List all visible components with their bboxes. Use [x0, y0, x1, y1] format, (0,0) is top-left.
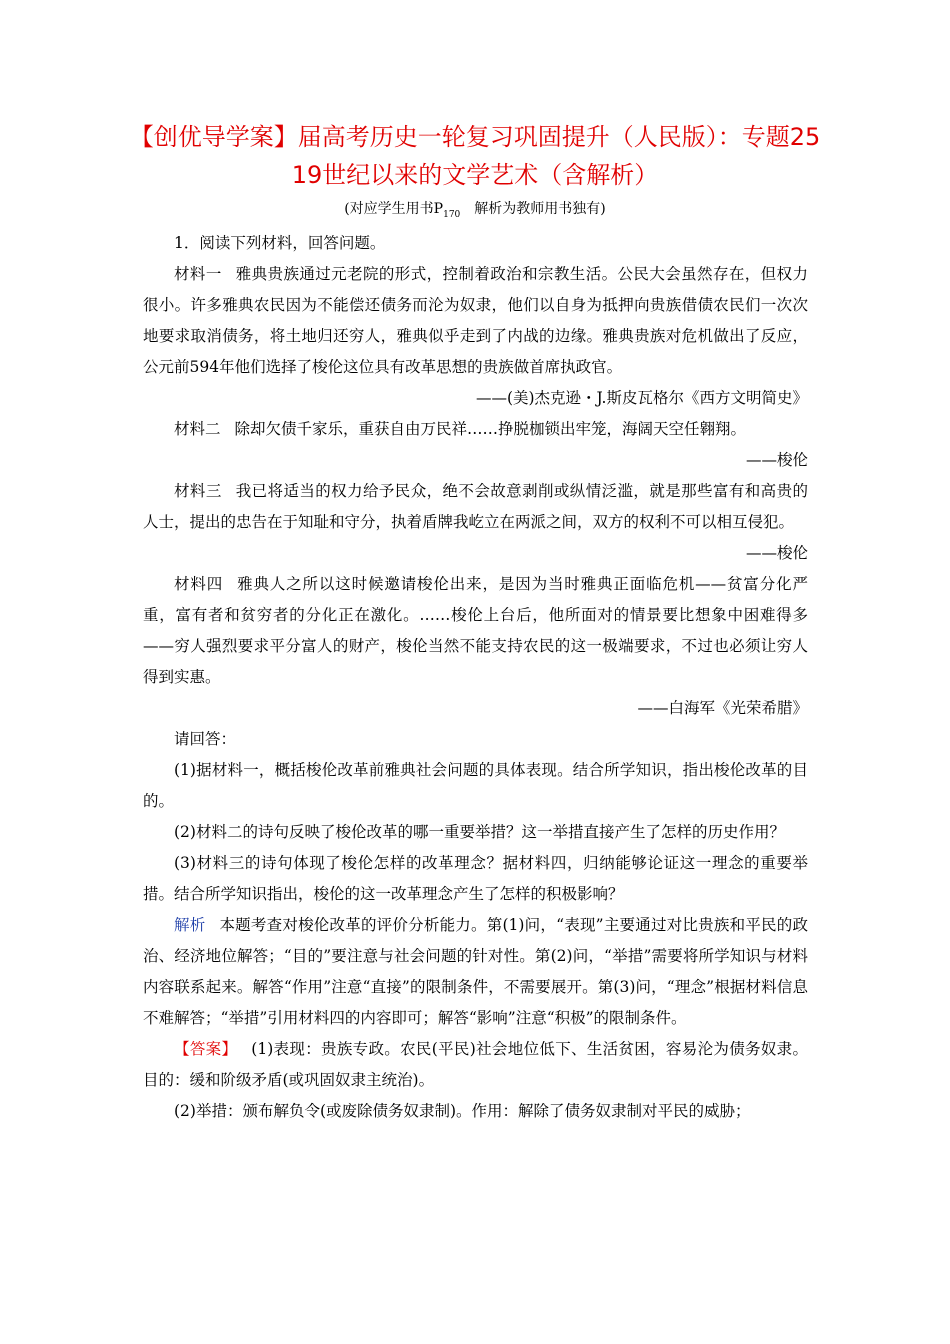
analysis-label: 解析 — [174, 916, 206, 934]
analysis-paragraph — [143, 910, 808, 1034]
material-4-label: 材料四 — [174, 575, 224, 593]
subtitle-note — [0, 198, 950, 220]
question-intro: 1．阅读下列材料，回答问题。 — [174, 234, 386, 252]
material-1-source: ——(美)杰克逊・J.斯皮瓦格尔《西方文明简史》 — [475, 389, 808, 407]
material-4-text: 雅典人之所以这时候邀请梭伦出来，是因为当时雅典正面临危机——贫富分化严重，富有者和贫穷者的分化正在激化。……梭伦上台后，他所面对的情景要比想象中困难得多——穷人强烈要求平分富人的财产，梭伦当然不能支持农民的这一极端要求，不过也必须让穷人得到实惠。 — [143, 575, 808, 686]
material-2-label: 材料二 — [174, 420, 221, 438]
material-2-text: 除却欠债千家乐，重获自由万民祥……挣脱枷锁出牢笼，海阔天空任翱翔。 — [234, 420, 747, 438]
material-2-source: ——梭伦 — [745, 451, 808, 469]
page-title: 【创优导学案】届高考历史一轮复习巩固提升（人民版）：专题25 19世纪以来的文学艺术（含解析） — [129, 123, 821, 189]
material-4-source: ——白海军《光荣希腊》 — [637, 699, 808, 717]
material-4 — [143, 569, 808, 693]
document-body — [143, 228, 808, 1127]
material-3-source: ——梭伦 — [745, 544, 808, 562]
answer-paragraph-1 — [143, 1034, 808, 1096]
material-2 — [143, 414, 808, 445]
subtitle-page-number: 170 — [443, 209, 461, 220]
sub-question-2: (2)材料二的诗句反映了梭伦改革的哪一重要举措？这一举措直接产生了怎样的历史作用？ — [174, 823, 785, 841]
answer-1-text: (1)表现：贵族专政。农民(平民)社会地位低下、生活贫困，容易沦为债务奴隶。目的：缓和阶级矛盾(或巩固奴隶主统治)。 — [143, 1040, 808, 1089]
material-3 — [143, 476, 808, 538]
material-1-label: 材料一 — [174, 265, 222, 283]
answer-paragraph-2: (2)举措：颁布解负令(或废除债务奴隶制)。作用：解除了债务奴隶制对平民的威胁； — [174, 1102, 751, 1120]
sub-question-3: (3)材料三的诗句体现了梭伦怎样的改革理念？据材料四，归纳能够论证这一理念的重要举措。结合所学知识指出，梭伦的这一改革理念产生了怎样的积极影响？ — [143, 854, 808, 903]
ask-prompt: 请回答： — [174, 730, 237, 748]
answer-label: 【答案】 — [174, 1040, 238, 1058]
subtitle-pre: (对应学生用书P — [344, 201, 444, 217]
sub-question-1: (1)据材料一，概括梭伦改革前雅典社会问题的具体表现。结合所学知识，指出梭伦改革的目的。 — [143, 761, 808, 810]
material-3-label: 材料三 — [174, 482, 222, 500]
subtitle-post: 解析为教师用书独有) — [460, 201, 606, 217]
material-3-text: 我已将适当的权力给予民众，绝不会故意剥削或纵情泛滥，就是那些富有和高贵的人士，提出的忠告在于知耻和守分，执着盾牌我屹立在两派之间，双方的权利不可以相互侵犯。 — [143, 482, 808, 531]
material-1-text: 雅典贵族通过元老院的形式，控制着政治和宗教生活。公民大会虽然存在，但权力很小。许多雅典农民因为不能偿还债务而沦为奴隶，他们以自身为抵押向贵族借债农民们一次次地要求取消债务，将土地归还穷人，雅典似乎走到了内战的边缘。雅典贵族对危机做出了反应，公元前594年他们选择了梭伦这位具有改革思想的贵族做首席执政官。 — [143, 265, 808, 376]
material-1 — [143, 259, 808, 383]
analysis-text: 本题考查对梭伦改革的评价分析能力。第(1)问，“表现”主要通过对比贵族和平民的政治、经济地位解答；“目的”要注意与社会问题的针对性。第(2)问，“举措”需要将所学知识与材料内容联系起来。解答“作用”注意“直接”的限制条件，不需要展开。第(3)问，“理念”根据材料信息不难解答；“举措”引用材料四的内容即可；解答“影响”注意“积极”的限制条件。 — [143, 916, 808, 1027]
